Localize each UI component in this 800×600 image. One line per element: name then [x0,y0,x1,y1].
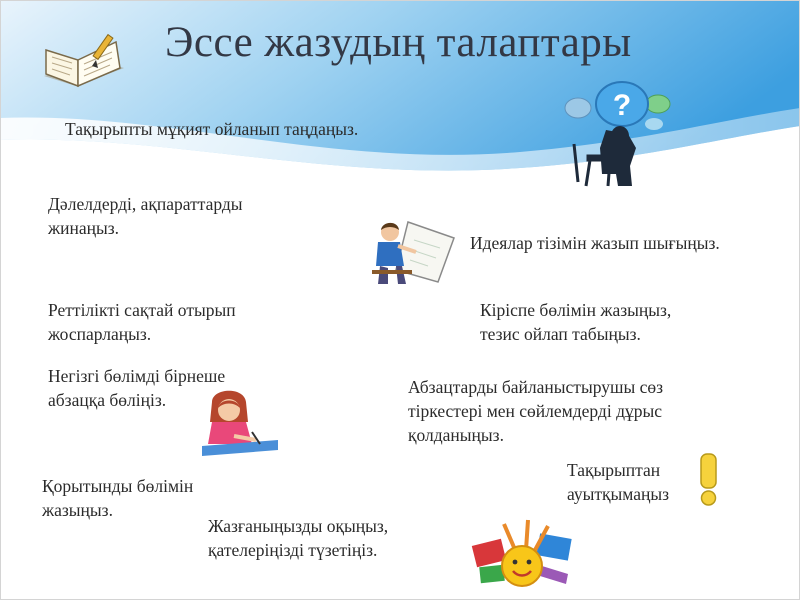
tip-write-conclusion: Қорытынды бөлімін жазыңыз. [42,476,194,520]
tip-main-body-paragraphs: Негізгі бөлімді бірнеше абзацқа бөліңіз. [48,366,226,410]
tip-plan-sequence: Реттілікті сақтай отырып жоспарлаңыз. [48,300,236,344]
tip-proofread: Жазғаныңызды оқыңыз, қателеріңізді түзетіңіз. [208,516,389,560]
tip-use-connectors: Абзацтарды байланыстырушы сөз тіркестері мен сөйлемдерді дұрыс қолданыңыз. [408,377,664,445]
slide-title: Эссе жазудың талаптары [165,19,632,66]
boy-drawing-icon [368,218,464,290]
exclamation-icon [696,450,722,508]
tip-stay-on-topic: Тақырыптан ауытқымаңыз [567,460,670,504]
open-book-icon [40,30,130,92]
question-mark: ? [612,89,632,122]
school-supplies-icon [468,516,576,596]
tip-choose-topic: Тақырыпты мұқият ойланып таңдаңыз. [65,119,359,139]
tip-list-ideas: Идеялар тізімін жазып шығыңыз. [470,233,720,253]
tip-collect-evidence: Дәлелдерді, ақпараттарды жинаңыз. [48,194,243,238]
exclamation-mark: ! [708,482,710,483]
thinking-person-icon [560,74,684,192]
tip-write-introduction: Кіріспе бөлімін жазыңыз, тезис ойлап табыңыз. [480,300,672,344]
